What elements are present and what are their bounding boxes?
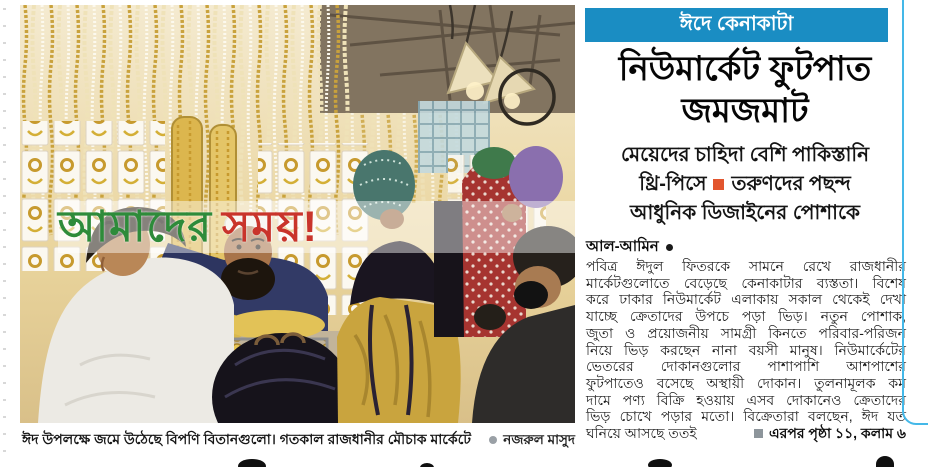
cutoff-glyph-fragment [876,456,894,467]
cutoff-glyph-fragment [648,459,672,467]
body-line: জুতা ও প্রয়োজনীয় সামগ্রী কিনতে পরিবার-পরিজন [586,324,906,341]
subhead-line2 [584,170,906,199]
body-last-line [586,425,906,442]
byline [586,235,673,260]
body-line: যাচ্ছে ক্রেতাদের উপচে পড়া ভিড়। নতুন পোশাক, [586,308,906,325]
watermark-text-green: আমাদের [58,202,213,251]
stall-ceiling [320,5,575,113]
article-subhead [584,141,906,228]
article-column [584,0,908,467]
market-photo [20,5,575,423]
body-line: পবিত্র ঈদুল ফিতরকে সামনে রেখে রাজধানীর [586,258,906,274]
subhead-line3: আধুনিক ডিজাইনের পোশাকে [630,202,860,224]
body-line: করে ঢাকার নিউমার্কেট এলাকায় সকাল থেকেই দেখা [586,291,906,308]
jump-label: এরপর পৃষ্ঠা ১১, কলাম ৬ [768,425,906,442]
body-line: ভিড় চোখে পড়ার মতো। বিক্রেতারা বলছেন, ঈদ যত [586,408,906,425]
photo-caption: ঈদ উপলক্ষে জমে উঠেছে বিপণি বিতানগুলো। গতকাল রাজধানীর মৌচাক মার্কেটে [22,431,471,447]
jump-square-icon [754,429,763,438]
byline-name: আল-আমিন [586,238,659,255]
body-line: মার্কেটগুলোতে বেড়েছে কেনাকাটার ব্যস্ততা। বিশেষ [586,274,906,291]
photo-caption-row [22,428,575,452]
body-line: ঘনিয়ে আসছে ততই [586,425,697,442]
photo-credit [489,429,575,452]
cutoff-glyph-fragment [420,463,434,467]
watermark-text-red: সময়! [222,202,318,251]
headline-line2: জমজমাট [681,92,809,130]
article-headline [584,48,906,132]
adjacent-article-border [902,0,928,425]
jump-line [754,425,906,442]
customer-purple-scarf [509,146,563,208]
kicker-banner [585,8,888,42]
headline-line1: নিউমার্কেট ফুটপাত [618,50,872,88]
body-line: ফুটপাতেও বসেছে অস্থায়ী দোকান। তুলনামূলক কম [586,374,906,391]
cutoff-glyph-fragment [238,459,266,467]
body-line: নিয়ে ভিড় করছেন নানা বয়সী মানুষ। নিউমার্কেটের [586,341,906,358]
subhead-line2b: তরুণদের পছন্দ [731,173,851,195]
article-body [586,258,906,442]
body-line: ভেতরের দোকানগুলোর পাশাপাশি আশপাশের [586,358,906,375]
credit-bullet-icon [489,436,497,444]
byline-bullet-icon [666,244,673,251]
photo-credit-name: নজরুল মাসুদ [503,431,575,447]
body-line: দামে পণ্য বিক্রি হওয়ায় এসব দোকানেও ক্রেতাদের [586,391,906,408]
subhead-line2a: থ্রি-পিসে [639,173,707,195]
market-photo-illustration [20,5,575,423]
kicker-label: ঈদে কেনাকাটা [679,12,794,35]
page-edge-marks [3,8,6,453]
subhead-separator-square-icon [713,179,724,190]
subhead-line1: মেয়েদের চাহিদা বেশি পাকিস্তানি [620,144,870,166]
